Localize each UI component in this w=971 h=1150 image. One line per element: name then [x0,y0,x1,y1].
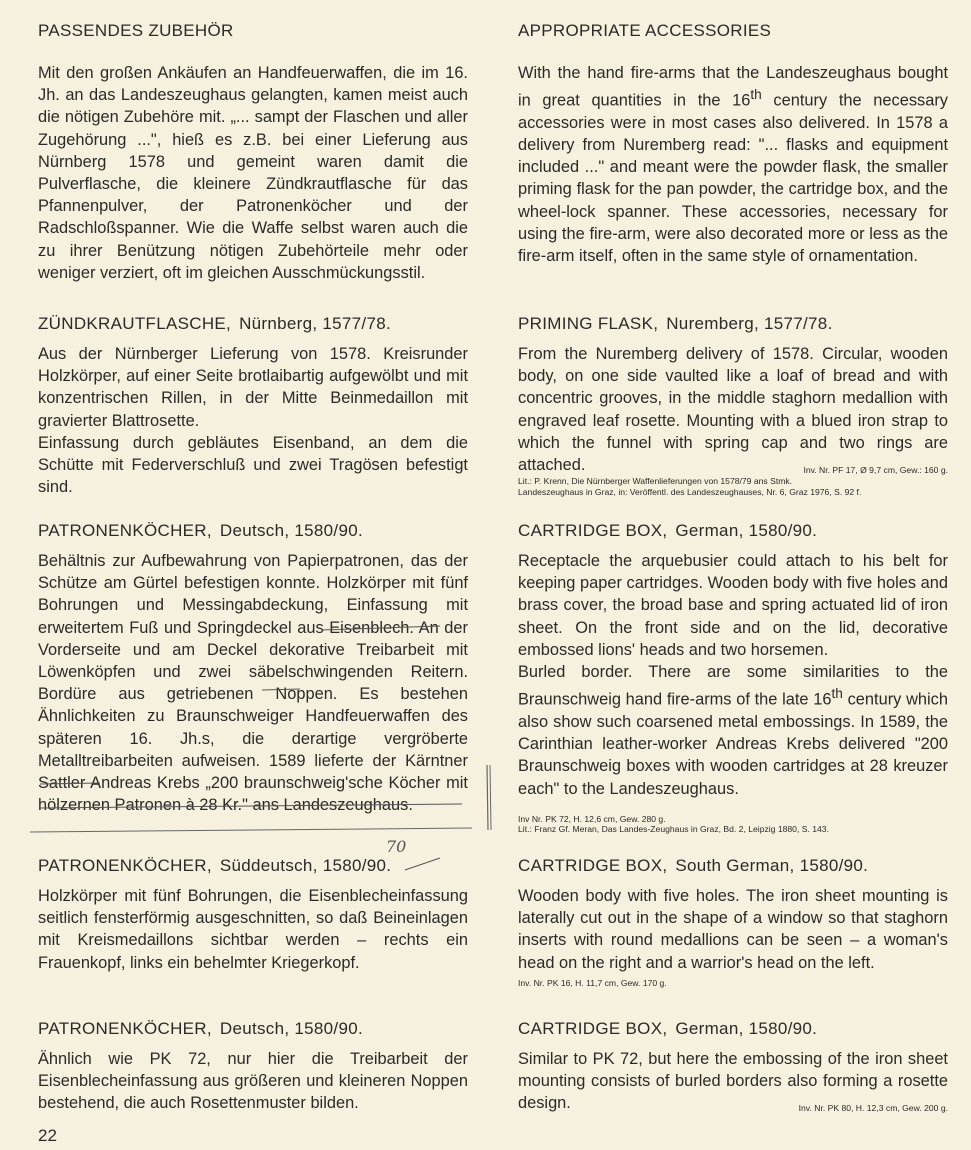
section-cartridge-box-2-de [38,1018,468,1115]
text-part: Burled border. There are some similarities to the Braunschweig hand fire-arms of the late 16 [518,663,948,709]
item-origin: Deutsch, 1580/90. [219,1019,363,1038]
section-cartridge-box-2-en [518,1018,948,1120]
section-accessories-en [518,20,948,267]
section-heading [38,520,468,542]
section-heading [38,1018,468,1040]
section-heading [518,313,948,335]
item-origin: Nuremberg, 1577/78. [666,314,833,333]
item-origin: South German, 1580/90. [675,856,869,875]
text-part: From the Nuremberg delivery of 1578. Circular, wooden body, on one side vaulted like a loaf of bread and with concentric grooves, in the middle staghorn medallion with engraved leaf rosette. Mounting with a blued iron strap to which the funnel with spring cap and two rings are attached. [518,345,948,475]
section-accessories-de [38,20,468,284]
item-origin: Deutsch, 1580/90. [219,521,363,540]
inventory-ref: Inv. Nr. PK 80, H. 12,3 cm, Gew. 200 g. [798,1103,948,1114]
item-origin: German, 1580/90. [675,1019,818,1038]
pencil-annotation: 70 [386,837,407,856]
item-origin: Nürnberg, 1577/78. [239,314,391,333]
section-cartridge-box-south-en [518,855,948,988]
section-heading [518,520,948,542]
section-text [518,343,948,476]
item-title: CARTRIDGE BOX, [518,1019,668,1038]
item-title: CARTRIDGE BOX, [518,521,668,540]
paragraph [518,661,948,800]
item-origin: Süddeutsch, 1580/90. [219,856,392,875]
section-text [518,1048,948,1115]
section-heading: PASSENDES ZUBEHÖR [38,21,234,40]
section-text: Mit den großen Ankäufen an Handfeuerwaffen, die im 16. Jh. an das Landeszeughaus gelangten, kamen meist auch die nötigen Zubehöre mit. „... sampt der Flaschen und aller Zugehörung ...", hieß es z.B. bei einer Lieferung aus Nürnberg 1578 und gemeint waren damit die Pulverflasche, die kleinere Zündkrautflasche für das Pfannenpulver, der Patronenköcher und der Radschloßspanner. Wie die Waffe selbst waren auch die zu ihrer Benützung nötigen Zubehörteile mehr oder weniger verziert, oft im gleichen Ausschmückungsstil. [38,64,468,282]
section-heading [38,313,468,335]
item-title: PATRONENKÖCHER, [38,1019,212,1038]
section-cartridge-box-south-de [38,855,468,974]
section-cartridge-box-de [38,520,468,816]
paragraph: Aus der Nürnberger Lieferung von 1578. Kreisrunder Holzkörper, auf einer Seite brotlaibartig aufgewölbt und mit konzentrischen Rillen, in der Mitte Beinmedaillon mit gravierter Blattrosette. [38,345,468,430]
section-heading: APPROPRIATE ACCESSORIES [518,21,772,40]
text-part: Similar to PK 72, but here the embossing of the iron sheet mounting consists of burled borders also forming a rosette design. [518,1050,948,1113]
section-text: Behältnis zur Aufbewahrung von Papierpatronen, das der Schütze am Gürtel befestigen konnte. Holzkörper mit fünf Bohrungen und Messingabdeckung, Einfassung mit erweitertem Fuß und Springdeckel aus Eisenblech. An der Vorderseite und am Deckel dekorative Treibarbeit mit Löwenköpfen und zwei säbelschwingenden Reitern. Bordüre aus getriebenen Noppen. Es bestehen Ähnlichkeiten zu Braunschweiger Handfeuerwaffen des späteren 16. Jh.s, die derartige vergröberte Metalltreibarbeiten aufweisen. 1589 lieferte der Kärntner Sattler Andreas Krebs „200 braunschweig'sche Köcher mit hölzernen Patronen à 28 Kr." ans Landeszeughaus. [38,552,468,815]
text-part: century the necessary accessories were in most cases also delivered. In 1578 a delivery from Nuremberg read: "... flasks and equipment included ..." and meant were the powder flask, the smaller priming flask for the pan powder, the cartridge box, and the wheel-lock spanner. These accessories, necessary for using the fire-arm, were also decorated more or less as the fire-arm itself, often in the same style of ornamentation. [518,91,948,266]
item-title: PATRONENKÖCHER, [38,521,212,540]
inventory-ref: Inv. Nr. PK 16, H. 11,7 cm, Gew. 170 g. [518,977,667,988]
section-text [38,343,468,498]
section-heading [38,855,468,877]
section-heading [518,855,948,877]
section-text [518,62,948,267]
item-title: PRIMING FLASK, [518,314,659,333]
superscript: th [750,87,762,103]
paragraph: Receptacle the arquebusier could attach to his belt for keeping paper cartridges. Wooden body with five holes and brass cover, the broad base and spring actuated lid of iron sheet. On the front side and on the lid, decorative embossed lions' heads and two horsemen. [518,552,948,659]
text-part: With the hand fire-arms that the Landeszeughaus bought in great quantities in the 16 [518,64,948,110]
section-priming-flask-en [518,313,948,497]
item-title: PATRONENKÖCHER, [38,856,212,875]
paragraph: Einfassung durch gebläutes Eisenband, an dem die Schütte mit Federverschluß und zwei Tragösen befestigt sind. [38,433,468,497]
section-priming-flask-de [38,313,468,498]
page-number: 22 [38,1126,57,1145]
section-text: Wooden body with five holes. The iron sheet mounting is laterally cut out in the shape of a window so that staghorn inserts with round medallions can be seen – a woman's head on the right and a warrior's head on the left. [518,887,948,972]
inventory-ref: Inv. Nr. PF 17, Ø 9,7 cm, Gew.: 160 g. [803,465,948,476]
section-text: Holzkörper mit fünf Bohrungen, die Eisenblecheinfassung seitlich fensterförmig ausgeschnitten, so daß Beineinlagen mit Kreismedaillons sichtbar werden – rechts ein Frauenkopf, links ein behelmter Kriegerkopf. [38,887,468,972]
item-origin: German, 1580/90. [675,521,818,540]
inventory-ref: Inv Nr. PK 72, H. 12,6 cm, Gew. 280 g. [518,813,666,824]
superscript: th [831,686,843,702]
item-title: CARTRIDGE BOX, [518,856,668,875]
section-cartridge-box-en [518,520,948,835]
section-text [518,550,948,800]
literature-ref: Lit.: Franz Gf. Meran, Das Landes-Zeughaus in Graz, Bd. 2, Leipzig 1880, S. 143. [518,824,829,835]
item-title: ZÜNDKRAUTFLASCHE, [38,314,232,333]
literature-ref: Lit.: P. Krenn, Die Nürnberger Waffenlieferungen von 1578/79 ans Stmk. Landeszeughaus in Graz, in: Veröffentl. des Landeszeughauses, Nr. 6, Graz 1976, S. 92 f. [518,476,862,497]
text-part: century which also show such coarsened metal embossings. In 1589, the Carinthian leather-worker Andreas Krebs delivered "200 Braunschweig boxes with wooden cartridges at 28 kreuzer each" to the Landeszeughaus. [518,690,948,798]
section-heading [518,1018,948,1040]
section-text: Ähnlich wie PK 72, nur hier die Treibarbeit der Eisenblecheinfassung aus größeren und kleineren Noppen bestehend, die auch Rosettenmuster bilden. [38,1050,468,1113]
